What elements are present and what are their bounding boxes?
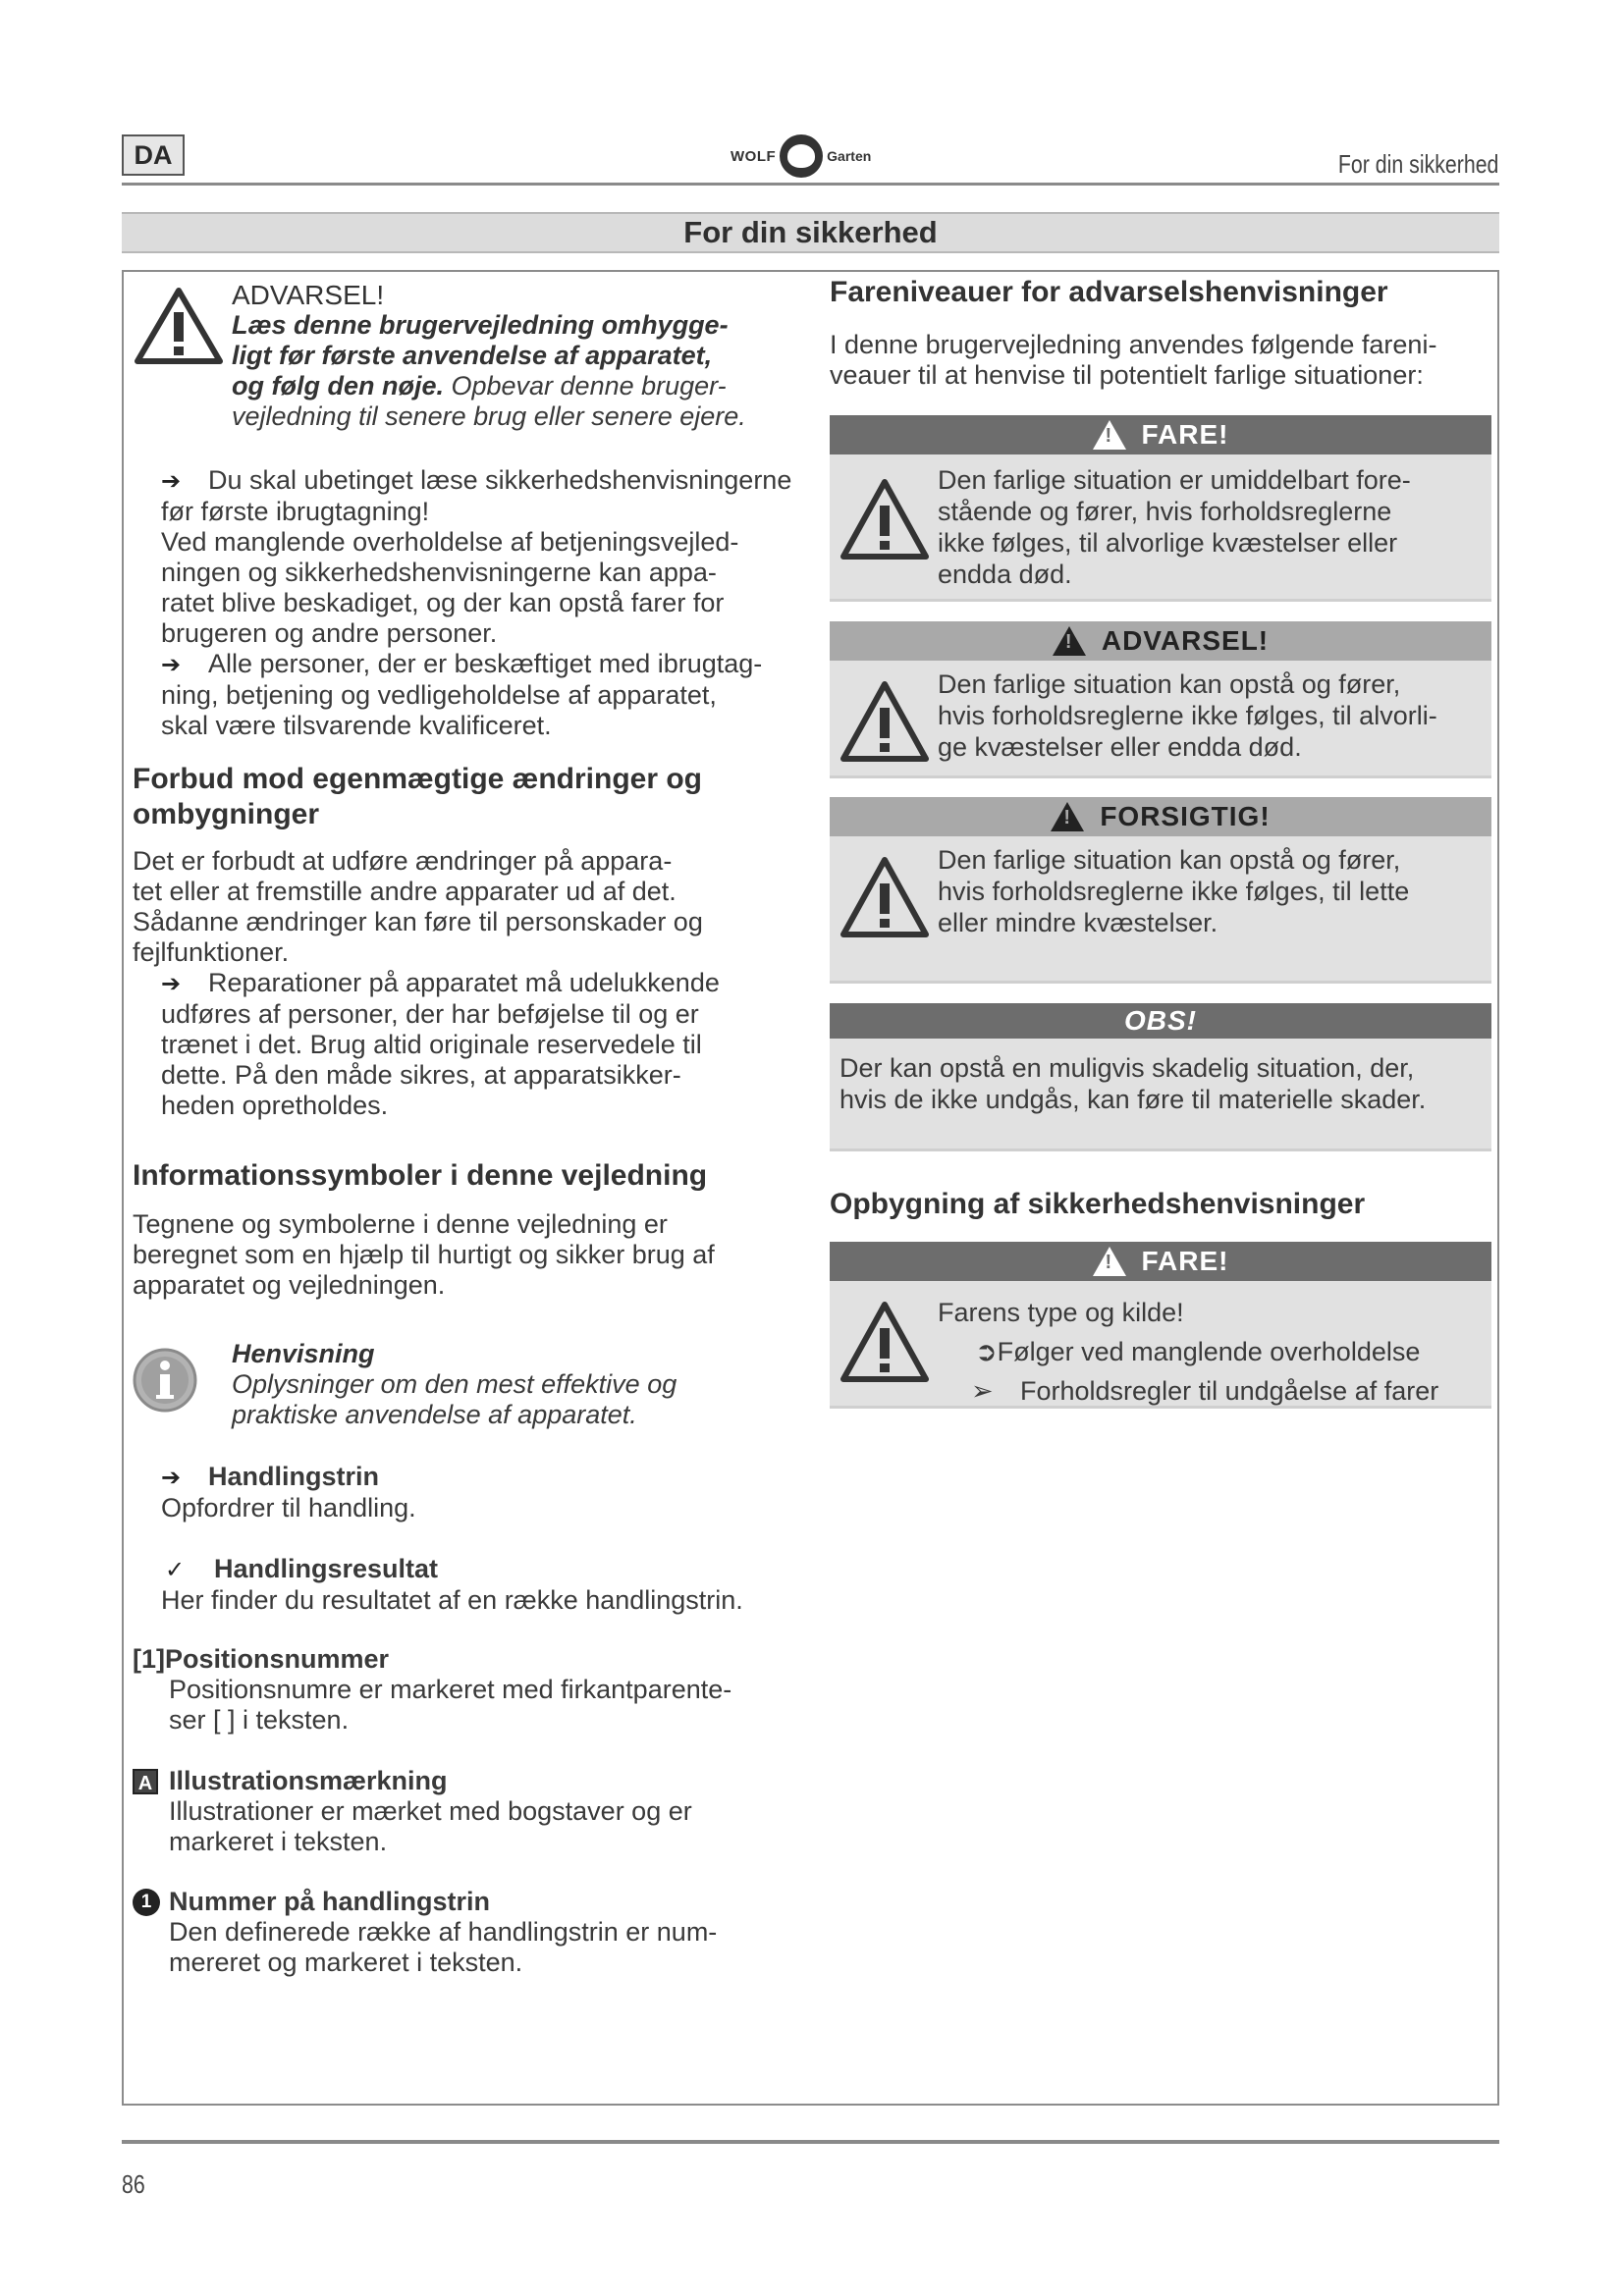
result-legend-text: Her finder du resultatet af en række handlingstrin. <box>161 1585 743 1615</box>
notice-bar <box>830 1003 1491 1039</box>
forbud-step-4: dette. På den måde sikres, at apparatsikker- <box>161 1060 681 1090</box>
warning-line-1: Læs denne brugervejledning omhygge- <box>232 310 729 340</box>
footer-divider <box>122 2140 1499 2144</box>
caution-line-3: eller mindre kvæstelser. <box>938 908 1218 937</box>
warning-triangle-icon <box>839 856 930 938</box>
structure-line-1: Farens type og kilde! <box>938 1298 1184 1327</box>
info-para-1: Tegnene og symbolerne i denne vejledning er <box>133 1209 668 1239</box>
intro-step-1: Du skal ubetinget læse sikkerhedshenvisningerne <box>208 465 792 495</box>
arrow-bullet-icon: ➔ <box>161 971 182 997</box>
intro-step-2: Alle personer, der er beskæftiget med ibrugtag- <box>208 649 763 678</box>
running-header-title: For din sikkerhed <box>1337 149 1498 179</box>
forbud-para-4: fejlfunktioner. <box>133 937 290 967</box>
illustration-legend-line-1: Illustrationer er mærket med bogstaver og er <box>169 1796 692 1826</box>
warning-line-2: ligt før første anvendelse af apparatet, <box>232 341 713 370</box>
logo-text-right: Garten <box>827 148 872 164</box>
chevron-right-icon: ➢ <box>971 1376 994 1406</box>
warning-triangle-icon <box>839 478 930 561</box>
intro-para-4: brugeren og andre personer. <box>161 618 498 648</box>
illustration-legend <box>133 1766 839 1857</box>
structure-heading: Opbygning af sikkerhedshenvisninger <box>830 1188 1366 1220</box>
intro-para-2: ningen og sikkerhedshenvisningerne kan appa- <box>161 558 717 587</box>
note-line-2: praktiske anvendelse af apparatet. <box>232 1400 637 1429</box>
position-legend <box>133 1644 839 1735</box>
danger-line-3: ikke følges, til alvorlige kvæstelser eller <box>938 528 1398 558</box>
intro-step-2-cont2: skal være tilsvarende kvalificeret. <box>161 711 552 740</box>
hazard-label-warning: ADVARSEL! <box>1101 625 1270 656</box>
result-legend-title: Handlingsresultat <box>214 1554 439 1583</box>
hazard-levels-para-1: I denne brugervejledning anvendes følgende fareni- <box>830 330 1437 359</box>
notice-line-1: Der kan opstå en muligvis skadelig situation, der, <box>839 1053 1415 1083</box>
warning-triangle-icon <box>134 287 224 365</box>
position-legend-line-2: ser [ ] i teksten. <box>169 1705 350 1735</box>
warning-title: ADVARSEL! <box>232 280 385 310</box>
notice-body <box>830 1039 1491 1151</box>
warning-triangle-small-icon <box>1051 802 1084 831</box>
notice-line-2: hvis de ikke undgås, kan føre til materielle skader. <box>839 1085 1427 1114</box>
step-number-legend-title: Nummer på handlingstrin <box>169 1887 491 1916</box>
hazard-bar-warning <box>830 621 1491 661</box>
intro-step-1-cont: før første ibrugtagning! <box>161 497 430 526</box>
forbud-step-2: udføres af personer, der har beføjelse til og er <box>161 999 699 1029</box>
info-para-2: beregnet som en hjælp til hurtigt og sikker brug af <box>133 1240 715 1269</box>
hazard-levels-para-2: veauer til at henvise til potentielt farlige situationer: <box>830 360 1424 390</box>
position-legend-line-1: Positionsnumre er markeret med firkantparente- <box>169 1675 732 1704</box>
forbud-step-1: Reparationer på apparatet må udelukkende <box>208 968 720 997</box>
warning-line-3-rest: Opbevar denne bruger- <box>443 371 727 400</box>
hazard-levels-intro <box>830 275 1497 391</box>
structure-bar <box>830 1242 1491 1281</box>
info-icon <box>132 1347 198 1414</box>
intro-block <box>161 465 868 741</box>
warning-block <box>232 281 821 432</box>
warning-triangle-small-icon <box>1053 626 1086 656</box>
hazard-box-warning <box>830 621 1491 778</box>
warning-level-line-2: hvis forholdsreglerne ikke følges, til alvorli- <box>938 701 1437 730</box>
arrow-bullet-icon: ➔ <box>161 1465 182 1491</box>
forbud-heading-2: ombygninger <box>133 798 320 830</box>
note-title: Henvisning <box>232 1339 375 1368</box>
step-number-legend-line-2: mereret og markeret i teksten. <box>169 1948 523 1977</box>
header-divider <box>122 183 1499 186</box>
step-legend <box>161 1462 868 1523</box>
info-section <box>133 1158 839 1301</box>
hazard-structure-example <box>830 1242 1491 1409</box>
warning-triangle-small-icon <box>1093 1247 1126 1276</box>
section-title-banner: For din sikkerhed <box>122 212 1499 253</box>
forbud-section <box>133 762 839 1121</box>
danger-line-1: Den farlige situation er umiddelbart fore- <box>938 465 1411 495</box>
result-legend <box>161 1554 868 1616</box>
structure-body <box>830 1281 1491 1409</box>
arrow-bullet-icon: ➔ <box>161 468 182 495</box>
position-legend-title: [1]Positionsnummer <box>133 1644 390 1674</box>
forbud-para-1: Det er forbudt at udføre ændringer på appara- <box>133 846 673 876</box>
hazard-body-warning <box>830 661 1491 778</box>
step-legend-title: Handlingstrin <box>208 1462 379 1491</box>
forbud-step-5: heden opretholdes. <box>161 1091 389 1120</box>
hazard-bar-danger <box>830 415 1491 454</box>
step-legend-text: Opfordrer til handling. <box>161 1493 416 1522</box>
intro-para-1: Ved manglende overholdelse af betjeningsvejled- <box>161 527 739 557</box>
step-number-legend <box>133 1887 839 1978</box>
wolf-head-icon <box>780 134 823 178</box>
circle-arrow-icon: ➲ <box>975 1337 998 1366</box>
intro-step-2-cont: ning, betjening og vedligeholdelse af apparatet, <box>161 680 717 710</box>
note-line-1: Oplysninger om den mest effektive og <box>232 1369 677 1399</box>
note-block <box>232 1339 840 1430</box>
intro-para-3: ratet blive beskadiget, og der kan opstå farer for <box>161 588 725 617</box>
hazard-body-caution <box>830 836 1491 984</box>
logo-text-left: WOLF <box>731 147 777 165</box>
forbud-step-3: trænet i det. Brug altid originale reservedele til <box>161 1030 702 1059</box>
arrow-bullet-icon: ➔ <box>161 652 182 678</box>
warning-triangle-icon <box>839 1301 930 1383</box>
number-one-circle-icon: 1 <box>133 1889 160 1916</box>
wolf-garten-logo <box>731 132 871 181</box>
danger-line-2: stående og fører, hvis forholdsreglerne <box>938 497 1392 526</box>
forbud-heading-1: Forbud mod egenmægtige ændringer og <box>133 763 702 795</box>
page-number: 86 <box>122 2169 145 2199</box>
info-heading: Informationssymboler i denne vejledning <box>133 1159 708 1192</box>
danger-line-4: endda død. <box>938 560 1072 589</box>
warning-triangle-small-icon <box>1093 420 1126 450</box>
step-number-legend-line-1: Den definerede række af handlingstrin er num- <box>169 1917 718 1947</box>
structure-label: FARE! <box>1141 1246 1229 1276</box>
warning-level-line-1: Den farlige situation kan opstå og fører, <box>938 669 1401 699</box>
notice-label: OBS! <box>1124 1005 1197 1036</box>
forbud-para-2: tet eller at fremstille andre apparater ud af det. <box>133 877 677 906</box>
illustration-legend-line-2: markeret i teksten. <box>169 1827 388 1856</box>
language-badge: DA <box>122 134 185 176</box>
warning-triangle-icon <box>839 680 930 763</box>
structure-line-2: Følger ved manglende overholdelse <box>997 1337 1421 1366</box>
caution-line-2: hvis forholdsreglerne ikke følges, til lette <box>938 877 1410 906</box>
letter-a-box-icon: A <box>133 1769 158 1794</box>
hazard-levels-heading: Fareniveauer for advarselshenvisninger <box>830 276 1388 308</box>
hazard-label-caution: FORSIGTIG! <box>1100 801 1271 831</box>
warning-line-3-bold: og følg den nøje. <box>232 371 444 400</box>
hazard-bar-caution <box>830 797 1491 836</box>
warning-level-line-3: ge kvæstelser eller endda død. <box>938 732 1302 762</box>
hazard-label-danger: FARE! <box>1141 419 1229 450</box>
info-para-3: apparatet og vejledningen. <box>133 1270 446 1300</box>
structure-line-3: Forholdsregler til undgåelse af farer <box>1020 1376 1439 1406</box>
warning-line-4: vejledning til senere brug eller senere ejere. <box>232 401 746 431</box>
hazard-body-danger <box>830 454 1491 602</box>
notice-box <box>830 1003 1491 1151</box>
illustration-legend-title: Illustrationsmærkning <box>169 1766 448 1795</box>
checkmark-icon: ✓ <box>165 1557 186 1583</box>
hazard-box-danger <box>830 415 1491 602</box>
hazard-box-caution <box>830 797 1491 984</box>
forbud-para-3: Sådanne ændringer kan føre til personskader og <box>133 907 703 936</box>
caution-line-1: Den farlige situation kan opstå og fører, <box>938 845 1401 875</box>
